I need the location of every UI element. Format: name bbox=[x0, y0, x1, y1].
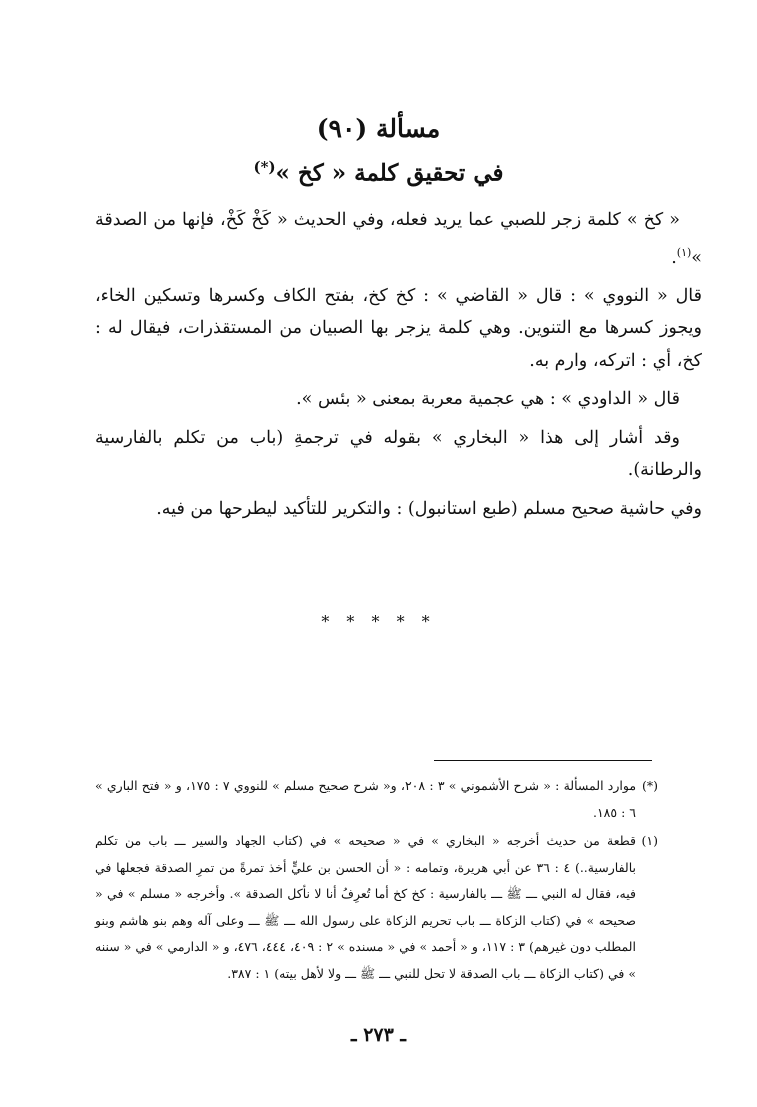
paragraph-5: وفي حاشية صحيح مسلم (طبع استانبول) : والتكرير للتأكيد ليطرحها من فيه. bbox=[156, 498, 702, 519]
footnote-divider bbox=[434, 760, 652, 761]
footnote-marker: (١) bbox=[641, 833, 658, 848]
footnote-item bbox=[95, 828, 658, 987]
paragraph-1: « كخ » كلمة زجر للصبي عما يريد فعله، وفي الحديث « كَخْ كَخْ، فإنها من الصدقة »$^{(١)}$. bbox=[95, 210, 702, 268]
footnote-text: قطعة من حديث أخرجه « البخاري » في « صحيحه » في (كتاب الجهاد والسير ـــ باب من تكلم بالفارسية..) ٤ : ٣٦ عن أبي هريرة، وتمامه : « أن الحسن بن عليٍّ أخذ تمرةً من تمرِ الصدقة فجعلها في فيه، فقال له النبي ـــ ﷺ ـــ بالفارسية : كخ كخ أما تُعرِفُ أنا لا نأكل الصدقة ». وأخرجه « مسلم » في « صحيحه » في (كتاب الزكاة ـــ باب تحريم الزكاة على رسول الله ـــ ﷺ ـــ وعلى آله وهم بنو هاشم وبنو المطلب دون غيرهم) ٣ : ١١٧، و « أحمد » في « مسنده » ٢ : ٤٠٩، ٤٤٤، ٤٧٦، و « الدارمي » في « سننه » في (كتاب الزكاة ـــ باب الصدقة لا تحل للنبي ـــ ﷺ ـــ ولا لأهل بيته) ١ : ٣٨٧. bbox=[95, 833, 636, 981]
paragraph-1-footnote-ref: (١) bbox=[676, 245, 692, 259]
paragraph-2: قال « النووي » : قال « القاضي » : كخ كخ، بفتح الكاف وكسرها وتسكين الخاء، ويجوز كسرها مع التنوين. وهي كلمة يزجر بها الصبيان من المستقذرات، فيقال له : كخ، أي : اتركه، وارم به. bbox=[95, 285, 702, 371]
footnote-marker: (*) bbox=[641, 778, 658, 793]
paragraph-1-text: « كخ » كلمة زجر للصبي عما يريد فعله، وفي الحديث « كَخْ كَخْ، فإنها من الصدقة » bbox=[95, 210, 702, 268]
footnotes bbox=[95, 773, 658, 989]
page-number: ـ ٢٧٣ ـ bbox=[351, 1024, 406, 1046]
subtitle-text: في تحقيق كلمة « كخ » bbox=[275, 159, 504, 187]
paragraph-4: وقد أشار إلى هذا « البخاري » بقوله في ترجمةِ (باب من تكلم بالفارسية والرطانة). bbox=[95, 427, 702, 481]
issue-title: مسألة (٩٠) bbox=[316, 114, 441, 143]
subtitle-footnote-marker: (*) bbox=[253, 158, 276, 176]
footnote-item bbox=[95, 773, 658, 826]
footnote-text: موارد المسألة : « شرح الأشموني » ٣ : ٢٠٨، و« شرح صحيح مسلم » للنووي ٧ : ١٧٥، و « فتح الباري » ٦ : ١٨٥. bbox=[95, 778, 637, 820]
paragraph-3: قال « الداودي » : هي عجمية معربة بمعنى « بئس ». bbox=[296, 389, 680, 410]
issue-subtitle bbox=[0, 150, 757, 191]
main-text bbox=[95, 204, 702, 531]
section-separator: * * * * * bbox=[321, 612, 436, 631]
